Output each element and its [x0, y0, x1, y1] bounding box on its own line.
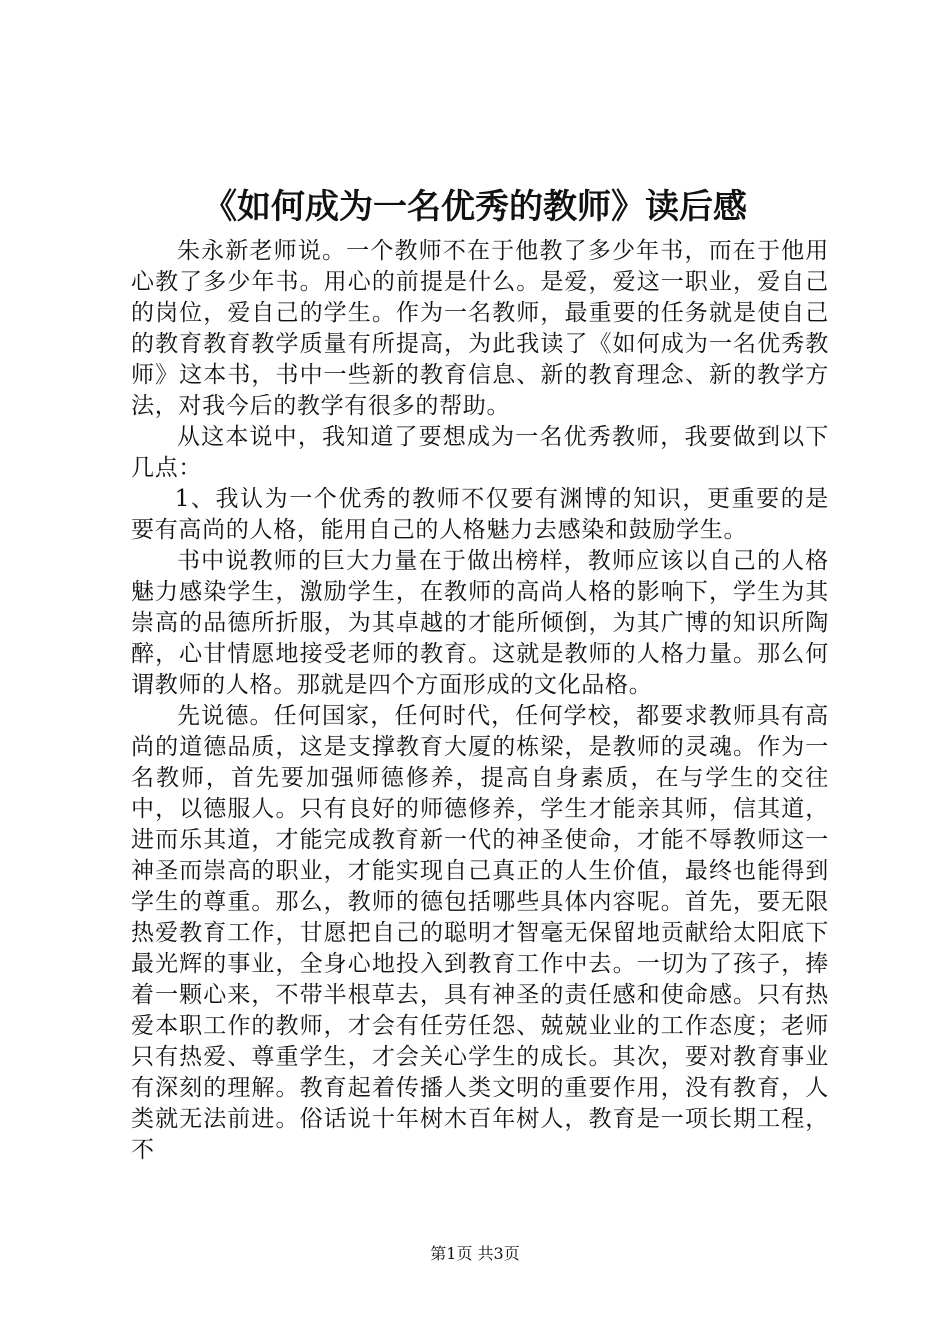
- paragraph: 先说德。任何国家，任何时代，任何学校，都要求教师具有高尚的道德品质，这是支撑教育大厦的栋梁，是教师的灵魂。作为一名教师，首先要加强师德修养，提高自身素质，在与学生的交往中，以德服人。只有良好的师德修养，学生才能亲其师，信其道，进而乐其道，才能完成教育新一代的神圣使命，才能不辱教师这一神圣而崇高的职业，才能实现自己真正的人生价值，最终也能得到学生的尊重。那么，教师的德包括哪些具体内容呢。首先，要无限热爱教育工作，甘愿把自己的聪明才智毫无保留地贡献给太阳底下最光辉的事业，全身心地投入到教育工作中去。一切为了孩子，捧着一颗心来，不带半根草去，具有神圣的责任感和使命感。只有热爱本职工作的教师，才会有任劳任怨、兢兢业业的工作态度；老师只有热爱、尊重学生，才会关心学生的成长。其次，要对教育事业有深刻的理解。教育起着传播人类文明的重要作用，没有教育，人类就无法前进。俗话说十年树木百年树人，教育是一项长期工程，不: [131, 703, 829, 1163]
- paragraph: 从这本说中，我知道了要想成为一名优秀教师，我要做到以下几点：: [131, 424, 829, 481]
- paragraph: 朱永新老师说。一个教师不在于他教了多少年书，而在于他用心教了多少年书。用心的前提是什么。是爱，爱这一职业，爱自己的岗位，爱自己的学生。作为一名教师，最重要的任务就是使自己的教育教育教学质量有所提高，为此我读了《如何成为一名优秀教师》这本书，书中一些新的教育信息、新的教育理念、新的教学方法，对我今后的教学有很多的帮助。: [131, 238, 829, 419]
- paragraph-numbered-point: 1、我认为一个优秀的教师不仅要有渊博的知识，更重要的是要有高尚的人格，能用自己的人格魅力去感染和鼓励学生。: [131, 486, 829, 543]
- paragraph: 书中说教师的巨大力量在于做出榜样，教师应该以自己的人格魅力感染学生，激励学生，在教师的高尚人格的影响下，学生为其崇高的品德所折服，为其卓越的才能所倾倒，为其广博的知识所陶醉，心甘情愿地接受老师的教育。这就是教师的人格力量。那么何谓教师的人格。那就是四个方面形成的文化品格。: [131, 548, 829, 698]
- page-footer: 第1页 共3页: [430, 1244, 520, 1263]
- document-title: 《如何成为一名优秀的教师》读后感: [203, 187, 747, 227]
- document-body: [131, 236, 829, 1166]
